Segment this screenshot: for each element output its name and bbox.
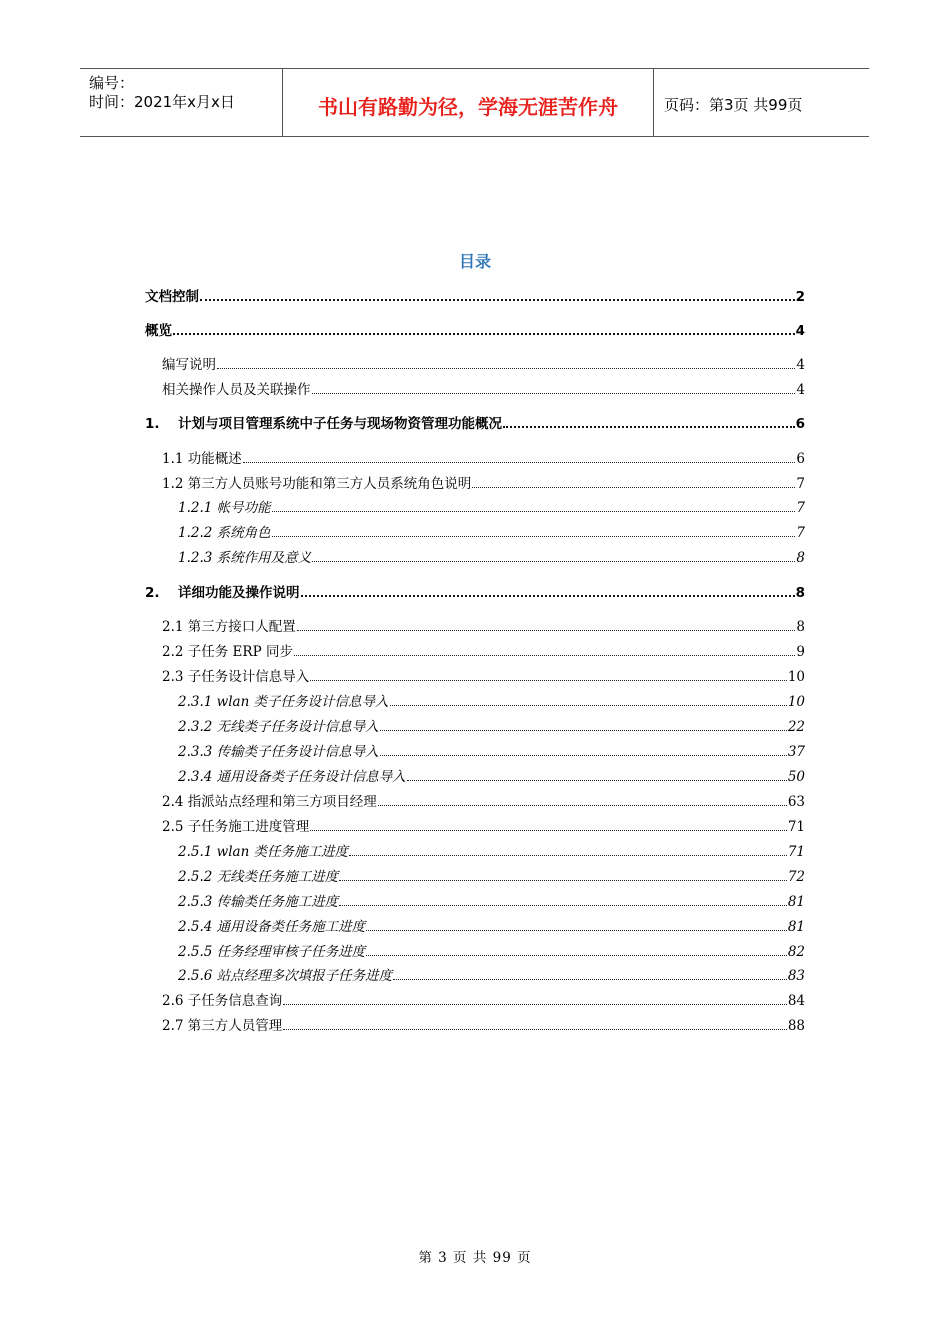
toc-dot-leader: [312, 561, 795, 562]
toc-entry[interactable]: [162, 817, 805, 837]
toc-dot-leader: [366, 930, 787, 931]
toc-entry-label: 1.2.1 帐号功能: [178, 500, 271, 516]
toc-entry[interactable]: [145, 583, 805, 603]
toc-entry-label: 2.5.6 站点经理多次填报子任务进度: [178, 968, 393, 984]
toc-title: 目录: [458, 252, 491, 271]
toc-entry-label: 1.2 第三方人员账号功能和第三方人员系统角色说明: [162, 476, 472, 492]
toc-entry-page: 4: [796, 357, 805, 373]
toc-entry-label: 2.3.2 无线类子任务设计信息导入: [178, 719, 379, 735]
toc-entry[interactable]: [178, 548, 805, 568]
toc-entry[interactable]: [145, 287, 805, 307]
toc-entry-number: 2.: [145, 585, 160, 601]
toc-entry-label: 2.3.4 通用设备类子任务设计信息导入: [178, 769, 406, 785]
toc-dot-leader: [503, 426, 795, 428]
toc-entry-label: 2.7 第三方人员管理: [162, 1018, 283, 1034]
toc-entry-label: 2.3.1 wlan 类子任务设计信息导入: [178, 694, 389, 710]
toc-entry-number: 1.: [145, 416, 160, 432]
toc-entry-page: 81: [787, 894, 805, 910]
toc-entry-page: 81: [787, 919, 805, 935]
toc-entry-page: 71: [787, 844, 805, 860]
toc-dot-leader: [407, 780, 787, 781]
toc-entry-label: 2.4 指派站点经理和第三方项目经理: [162, 794, 377, 810]
toc-dot-leader: [380, 730, 787, 731]
toc-entry-label: 2.5 子任务施工进度管理: [162, 819, 310, 835]
toc-entry-page: 7: [796, 525, 805, 541]
toc-entry[interactable]: [162, 355, 805, 375]
toc-entry-page: 71: [787, 819, 805, 835]
toc-dot-leader: [283, 1029, 787, 1030]
toc-entry-page: 10: [787, 669, 805, 685]
toc-dot-leader: [243, 462, 796, 463]
toc-entry[interactable]: [178, 523, 805, 543]
toc-entry[interactable]: [178, 842, 805, 862]
serial-number-label: 编号：: [89, 74, 135, 92]
toc-entry[interactable]: [162, 1016, 805, 1036]
toc-entry-label: 2.1 第三方接口人配置: [162, 619, 296, 635]
toc-entry-label: 2.3 子任务设计信息导入: [162, 669, 310, 685]
toc-entry[interactable]: [162, 380, 805, 400]
toc-entry-label: 2.6 子任务信息查询: [162, 993, 283, 1009]
toc-entry-page: 8: [796, 550, 805, 566]
header-table: [80, 68, 869, 137]
toc-entry[interactable]: [178, 717, 805, 737]
toc-entry-page: 8: [796, 619, 805, 635]
toc-entry-label: 2.5.1 wlan 类任务施工进度: [178, 844, 349, 860]
toc-entry-page: 22: [787, 719, 805, 735]
toc-dot-leader: [380, 755, 787, 756]
header-left-cell: [80, 69, 283, 136]
toc-dot-leader: [200, 299, 795, 301]
toc-entry-page: 88: [787, 1018, 805, 1034]
toc-entry-label: 相关操作人员及关联操作: [162, 382, 311, 398]
toc-entry[interactable]: [162, 617, 805, 637]
toc-dot-leader: [339, 905, 787, 906]
toc-dot-leader: [272, 536, 796, 537]
toc-entry-page: 9: [796, 644, 805, 660]
toc-entry[interactable]: [162, 642, 805, 662]
toc-entry[interactable]: [162, 449, 805, 469]
toc-dot-leader: [393, 979, 787, 980]
toc-entry[interactable]: [178, 892, 805, 912]
toc-dot-leader: [339, 880, 787, 881]
toc-entry[interactable]: [162, 474, 805, 494]
toc-dot-leader: [283, 1004, 787, 1005]
toc-entry-page: 8: [795, 585, 805, 601]
toc-entry-label: 编写说明: [162, 357, 216, 373]
toc-entry[interactable]: [178, 767, 805, 787]
toc-entry[interactable]: [162, 667, 805, 687]
toc-dot-leader: [217, 368, 795, 369]
toc-entry-page: 37: [787, 744, 805, 760]
toc-entry[interactable]: [178, 867, 805, 887]
toc-entry[interactable]: [145, 414, 805, 434]
header-motto-cell: [283, 69, 654, 136]
toc-dot-leader: [366, 955, 787, 956]
toc-dot-leader: [294, 655, 795, 656]
toc-entry-label: 2.5.5 任务经理审核子任务进度: [178, 944, 366, 960]
toc-dot-leader: [390, 705, 787, 706]
toc-entry-label: 2.3.3 传输类子任务设计信息导入: [178, 744, 379, 760]
toc-entry[interactable]: [145, 321, 805, 341]
toc-entry-page: 10: [787, 694, 805, 710]
toc-entry-page: 2: [795, 289, 805, 305]
toc-entry-page: 7: [796, 476, 805, 492]
toc-entry-page: 72: [787, 869, 805, 885]
header-right-cell: [654, 69, 869, 136]
toc-entry[interactable]: [178, 942, 805, 962]
toc-entry[interactable]: [178, 692, 805, 712]
toc-entry-page: 6: [796, 451, 805, 467]
toc-dot-leader: [312, 393, 796, 394]
toc-entry-page: 83: [787, 968, 805, 984]
toc-entry-page: 82: [787, 944, 805, 960]
toc-entry-label: 1.1 功能概述: [162, 451, 242, 467]
toc-entry-page: 4: [796, 382, 805, 398]
toc-dot-leader: [472, 487, 795, 488]
toc-entry[interactable]: [178, 742, 805, 762]
header-page-info: 页码：第3页 共99页: [664, 96, 803, 114]
toc-entry-page: 84: [787, 993, 805, 1009]
toc-entry-label: 2.2 子任务 ERP 同步: [162, 644, 293, 660]
toc-dot-leader: [272, 511, 796, 512]
toc-entry-page: 50: [787, 769, 805, 785]
page-footer: 第 3 页 共 99 页: [418, 1250, 532, 1266]
toc-entry[interactable]: [178, 966, 805, 986]
toc-dot-leader: [297, 630, 796, 631]
toc-dot-leader: [349, 855, 787, 856]
toc-dot-leader: [310, 680, 787, 681]
toc-dot-leader: [173, 333, 795, 335]
toc-entry-label: 2.5.3 传输类任务施工进度: [178, 894, 339, 910]
toc-entry-label: 详细功能及操作说明: [178, 585, 300, 601]
toc-entry-label: 概览: [145, 323, 172, 339]
toc-entry-label: 1.2.3 系统作用及意义: [178, 550, 312, 566]
toc-dot-leader: [378, 805, 787, 806]
toc-entry[interactable]: [178, 498, 805, 518]
toc-entry[interactable]: [162, 792, 805, 812]
date-line: 时间：2021年x月x日: [89, 93, 235, 111]
toc-entry-page: 4: [795, 323, 805, 339]
toc-entry-label: 2.5.2 无线类任务施工进度: [178, 869, 339, 885]
toc-entry-page: 7: [796, 500, 805, 516]
toc-entry-label: 计划与项目管理系统中子任务与现场物资管理功能概况: [178, 416, 502, 432]
toc-entry[interactable]: [178, 917, 805, 937]
motto-text: 书山有路勤为径，学海无涯苦作舟: [318, 95, 618, 119]
toc-dot-leader: [310, 830, 787, 831]
toc-entry-label: 文档控制: [145, 289, 199, 305]
toc-entry-label: 1.2.2 系统角色: [178, 525, 271, 541]
toc-entry[interactable]: [162, 991, 805, 1011]
toc-dot-leader: [301, 595, 795, 597]
toc-entry-page: 6: [795, 416, 805, 432]
toc-entry-page: 63: [787, 794, 805, 810]
toc-entry-label: 2.5.4 通用设备类任务施工进度: [178, 919, 366, 935]
